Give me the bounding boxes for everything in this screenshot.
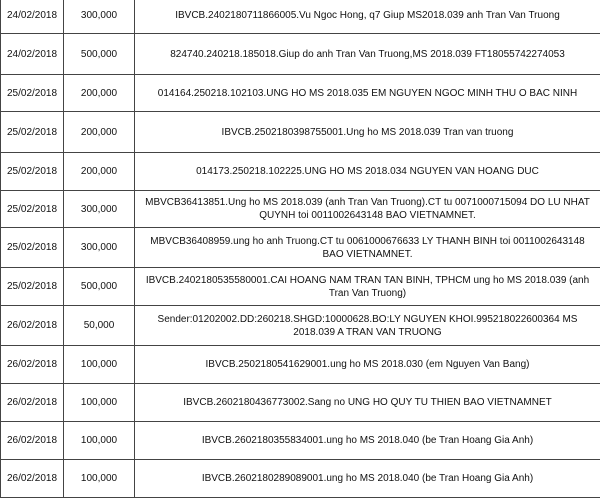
row-date: 26/02/2018 (1, 460, 64, 498)
table-row (1, 460, 600, 498)
table-row (1, 0, 600, 34)
row-amount: 500,000 (64, 34, 135, 75)
table-row (1, 306, 600, 346)
row-description: MBVCB36408959.ung ho anh Truong.CT tu 0061000676633 LY THANH BINH toi 0011002643148 BAO VIETNAMNET. (135, 228, 600, 268)
donation-table-body (1, 0, 600, 498)
row-amount: 300,000 (64, 0, 135, 34)
row-description: IBVCB.2502180541629001.ung ho MS 2018.030 (em Nguyen Van Bang) (135, 346, 600, 384)
table-row (1, 384, 600, 422)
row-amount: 300,000 (64, 228, 135, 268)
row-amount: 200,000 (64, 112, 135, 153)
row-date: 26/02/2018 (1, 384, 64, 422)
row-date: 25/02/2018 (1, 191, 64, 228)
row-description: IBVCB.2602180436773002.Sang no UNG HO QUY TU THIEN BAO VIETNAMNET (135, 384, 600, 422)
row-date: 25/02/2018 (1, 112, 64, 153)
table-row (1, 346, 600, 384)
row-description: IBVCB.2602180355834001.ung ho MS 2018.040 (be Tran Hoang Gia Anh) (135, 422, 600, 460)
table-row (1, 34, 600, 75)
row-date: 25/02/2018 (1, 153, 64, 191)
row-amount: 50,000 (64, 306, 135, 346)
table-row (1, 268, 600, 306)
table-row (1, 112, 600, 153)
table-row (1, 191, 600, 228)
row-amount: 100,000 (64, 460, 135, 498)
row-description: Sender:01202002.DD:260218.SHGD:10000628.BO:LY NGUYEN KHOI.995218022600364 MS 2018.039 A TRAN VAN TRUONG (135, 306, 600, 346)
row-amount: 100,000 (64, 346, 135, 384)
row-description: IBVCB.2602180289089001.ung ho MS 2018.040 (be Tran Hoang Gia Anh) (135, 460, 600, 498)
row-description: 014173.250218.102225.UNG HO MS 2018.034 NGUYEN VAN HOANG DUC (135, 153, 600, 191)
row-date: 25/02/2018 (1, 75, 64, 112)
table-row (1, 422, 600, 460)
row-date: 26/02/2018 (1, 306, 64, 346)
row-amount: 500,000 (64, 268, 135, 306)
table-row (1, 228, 600, 268)
row-description: MBVCB36413851.Ung ho MS 2018.039 (anh Tran Van Truong).CT tu 0071000715094 DO LU NHAT QUYNH toi 0011002643148 BAO VIETNAMNET. (135, 191, 600, 228)
table-row (1, 153, 600, 191)
row-description: IBVCB.2402180711866005.Vu Ngoc Hong, q7 Giup MS2018.039 anh Tran Van Truong (135, 0, 600, 34)
row-amount: 300,000 (64, 191, 135, 228)
row-description: IBVCB.2502180398755001.Ung ho MS 2018.039 Tran van truong (135, 112, 600, 153)
row-amount: 100,000 (64, 384, 135, 422)
row-amount: 200,000 (64, 153, 135, 191)
table-row (1, 75, 600, 112)
row-date: 25/02/2018 (1, 228, 64, 268)
row-date: 24/02/2018 (1, 0, 64, 34)
row-date: 25/02/2018 (1, 268, 64, 306)
row-amount: 200,000 (64, 75, 135, 112)
row-date: 26/02/2018 (1, 346, 64, 384)
row-amount: 100,000 (64, 422, 135, 460)
row-description: 014164.250218.102103.UNG HO MS 2018.035 EM NGUYEN NGOC MINH THU O BAC NINH (135, 75, 600, 112)
row-description: IBVCB.2402180535580001.CAI HOANG NAM TRAN TAN BINH, TPHCM ung ho MS 2018.039 (anh Tran Van Truong) (135, 268, 600, 306)
row-date: 24/02/2018 (1, 34, 64, 75)
row-date: 26/02/2018 (1, 422, 64, 460)
row-description: 824740.240218.185018.Giup do anh Tran Van Truong,MS 2018.039 FT18055742274053 (135, 34, 600, 75)
